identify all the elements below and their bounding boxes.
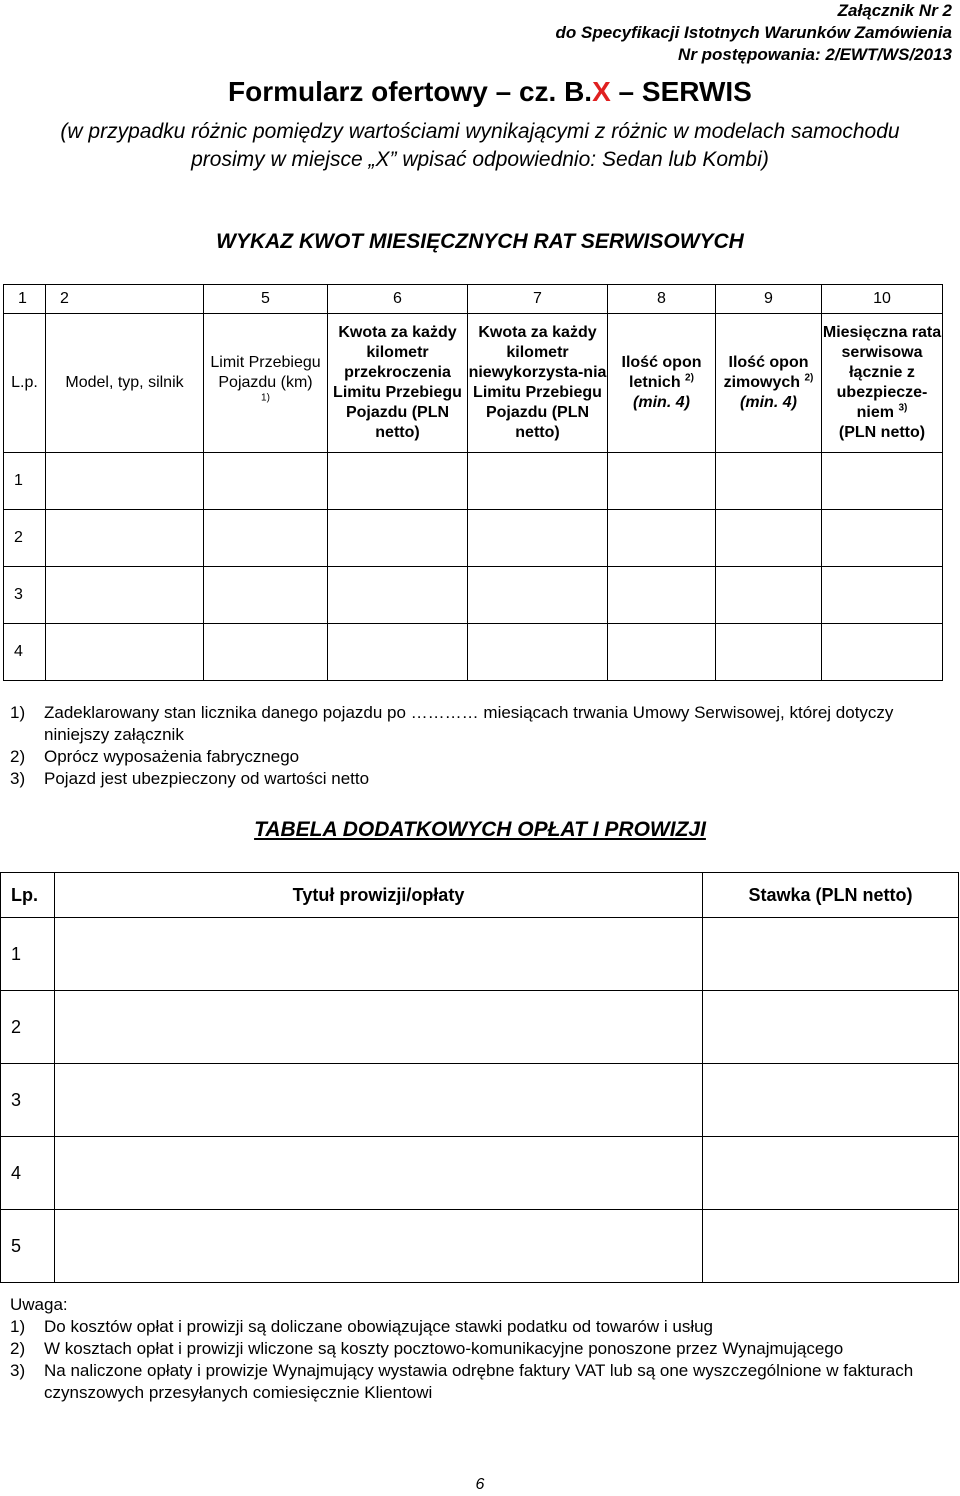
underuse-cell[interactable] [468, 567, 608, 624]
limit-text: Limit Przebiegu Pojazdu (km) [210, 354, 321, 391]
table-row [1, 991, 959, 1064]
table-row [1, 1137, 959, 1210]
col-number: 9 [716, 285, 822, 314]
summer-tyres-cell[interactable] [608, 624, 716, 681]
limit-cell[interactable] [204, 624, 328, 681]
monthly-rate-cell[interactable] [822, 510, 943, 567]
title-suffix: – SERWIS [610, 76, 752, 107]
overage-cell[interactable] [328, 567, 468, 624]
winter-min: (min. 4) [740, 394, 797, 411]
document-header [556, 0, 952, 66]
model-cell[interactable] [46, 453, 204, 510]
fee-title-cell[interactable] [55, 1210, 703, 1283]
table-row [1, 918, 959, 991]
fee-title-cell[interactable] [55, 1137, 703, 1210]
remarks [10, 1294, 950, 1404]
table-row [4, 624, 943, 681]
limit-footnote: 1) [261, 392, 270, 404]
form-title [228, 76, 752, 108]
summer-text: Ilość opon letnich [621, 354, 702, 391]
winter-tyres-cell[interactable] [716, 510, 822, 567]
remark-text: Na naliczone opłaty i prowizje Wynajmujący wystawia odrębne faktury VAT lub są one wyszczególnione w fakturach czynszowych przesyłanych comiesięcznie Klientowi [44, 1361, 914, 1402]
row-index: 2 [4, 510, 46, 567]
row-index: 4 [4, 624, 46, 681]
footnote-text: Zadeklarowany stan licznika danego pojazdu po ………… miesiącach trwania Umowy Serwisowej, której dotyczy niniejszy załącznik [44, 703, 894, 744]
col-number: 7 [468, 285, 608, 314]
remark-text: W kosztach opłat i prowizji wliczone są koszty pocztowo-komunikacyjne ponoszone przez Wynajmującego [44, 1339, 844, 1358]
summer-tyres-cell[interactable] [608, 510, 716, 567]
limit-cell[interactable] [204, 567, 328, 624]
model-cell[interactable] [46, 624, 204, 681]
fee-rate-cell[interactable] [703, 991, 959, 1064]
summer-tyres-cell[interactable] [608, 453, 716, 510]
model-cell[interactable] [46, 567, 204, 624]
fee-rate-cell[interactable] [703, 918, 959, 991]
model-cell[interactable] [46, 510, 204, 567]
winter-tyres-cell[interactable] [716, 624, 822, 681]
col-number: 1 [4, 285, 46, 314]
subtitle-line-1: (w przypadku różnic pomiędzy wartościami wynikającymi z różnic w modelach samochodu [60, 120, 900, 143]
underuse-cell[interactable] [468, 453, 608, 510]
header-model: Model, typ, silnik [46, 314, 204, 453]
row-index: 1 [4, 453, 46, 510]
header-lp: Lp. [1, 873, 55, 918]
header-fee-title: Tytuł prowizji/opłaty [55, 873, 703, 918]
limit-cell[interactable] [204, 453, 328, 510]
winter-footnote: 2) [804, 372, 814, 384]
summer-min: (min. 4) [633, 394, 690, 411]
remark-item [10, 1360, 950, 1404]
monthly-text: Miesięczna rata serwisowa łącznie z ubezpiecze-niem [822, 324, 942, 421]
fees-table [0, 872, 959, 1283]
header-overage-rate: Kwota za każdy kilometr przekroczenia Limitu Przebiegu Pojazdu (PLN netto) [328, 314, 468, 453]
winter-tyres-cell[interactable] [716, 453, 822, 510]
overage-cell[interactable] [328, 510, 468, 567]
rates-header-row [4, 314, 943, 453]
summer-footnote: 2) [685, 372, 694, 384]
row-index: 1 [1, 918, 55, 991]
table-row [1, 1064, 959, 1137]
procedure-number: Nr postępowania: 2/EWT/WS/2013 [678, 45, 952, 64]
fee-rate-cell[interactable] [703, 1137, 959, 1210]
header-lp: L.p. [4, 314, 46, 453]
fee-title-cell[interactable] [55, 1064, 703, 1137]
fees-section-title: TABELA DODATKOWYCH OPŁAT I PROWIZJI [254, 818, 706, 841]
underuse-cell[interactable] [468, 510, 608, 567]
column-number-row [4, 285, 943, 314]
footnote-item [10, 746, 950, 768]
fee-rate-cell[interactable] [703, 1210, 959, 1283]
header-fee-rate: Stawka (PLN netto) [703, 873, 959, 918]
table-row [4, 453, 943, 510]
table-row [4, 567, 943, 624]
fees-header-row [1, 873, 959, 918]
winter-tyres-cell[interactable] [716, 567, 822, 624]
row-index: 5 [1, 1210, 55, 1283]
winter-text: Ilość opon zimowych [723, 354, 809, 391]
remark-number: 1) [10, 1317, 26, 1336]
limit-cell[interactable] [204, 510, 328, 567]
header-winter-tyres [716, 314, 822, 453]
title-prefix: Formularz ofertowy – cz. B. [228, 76, 593, 107]
annex-number: Załącznik Nr 2 [837, 1, 952, 20]
header-limit [204, 314, 328, 453]
monthly-rate-cell[interactable] [822, 453, 943, 510]
subtitle-line-2: prosimy w miejsce „X” wpisać odpowiednio: Sedan lub Kombi) [191, 148, 769, 171]
col-number: 5 [204, 285, 328, 314]
col-number: 10 [822, 285, 943, 314]
remark-number: 3) [10, 1361, 26, 1380]
table-row [1, 1210, 959, 1283]
overage-cell[interactable] [328, 453, 468, 510]
header-underuse-rate: Kwota za każdy kilometr niewykorzysta-nia Limitu Przebiegu Pojazdu (PLN netto) [468, 314, 608, 453]
annex-reference: do Specyfikacji Istotnych Warunków Zamówienia [555, 23, 952, 42]
fee-title-cell[interactable] [55, 991, 703, 1064]
footnote-text: Pojazd jest ubezpieczony od wartości netto [44, 769, 370, 788]
title-placeholder-x: X [592, 76, 611, 107]
footnote-item [10, 768, 950, 790]
remark-text: Do kosztów opłat i prowizji są doliczane obowiązujące stawki podatku od towarów i usług [44, 1317, 714, 1336]
header-summer-tyres [608, 314, 716, 453]
footnote-number: 2) [10, 747, 26, 766]
page-number: 6 [475, 1476, 485, 1493]
fee-title-cell[interactable] [55, 918, 703, 991]
fee-rate-cell[interactable] [703, 1064, 959, 1137]
monthly-rate-cell[interactable] [822, 567, 943, 624]
monthly-unit: (PLN netto) [838, 424, 926, 441]
overage-cell[interactable] [328, 624, 468, 681]
row-index: 4 [1, 1137, 55, 1210]
col-number: 6 [328, 285, 468, 314]
monthly-footnote: 3) [898, 402, 908, 414]
col-number: 2 [46, 285, 204, 314]
remark-number: 2) [10, 1339, 26, 1358]
remark-item [10, 1316, 950, 1338]
remark-item [10, 1338, 950, 1360]
footnote-number: 1) [10, 703, 26, 722]
row-index: 3 [4, 567, 46, 624]
footnote-item [10, 702, 950, 746]
underuse-cell[interactable] [468, 624, 608, 681]
table-row [4, 510, 943, 567]
rates-footnotes [10, 702, 950, 790]
row-index: 2 [1, 991, 55, 1064]
rates-table [3, 284, 943, 681]
summer-tyres-cell[interactable] [608, 567, 716, 624]
header-monthly-rate [822, 314, 943, 453]
footnote-number: 3) [10, 769, 26, 788]
footnote-text: Oprócz wyposażenia fabrycznego [44, 747, 300, 766]
remarks-label: Uwaga: [10, 1295, 68, 1314]
col-number: 8 [608, 285, 716, 314]
monthly-rate-cell[interactable] [822, 624, 943, 681]
rates-section-title: WYKAZ KWOT MIESIĘCZNYCH RAT SERWISOWYCH [216, 230, 744, 253]
form-subtitle [0, 118, 960, 174]
row-index: 3 [1, 1064, 55, 1137]
